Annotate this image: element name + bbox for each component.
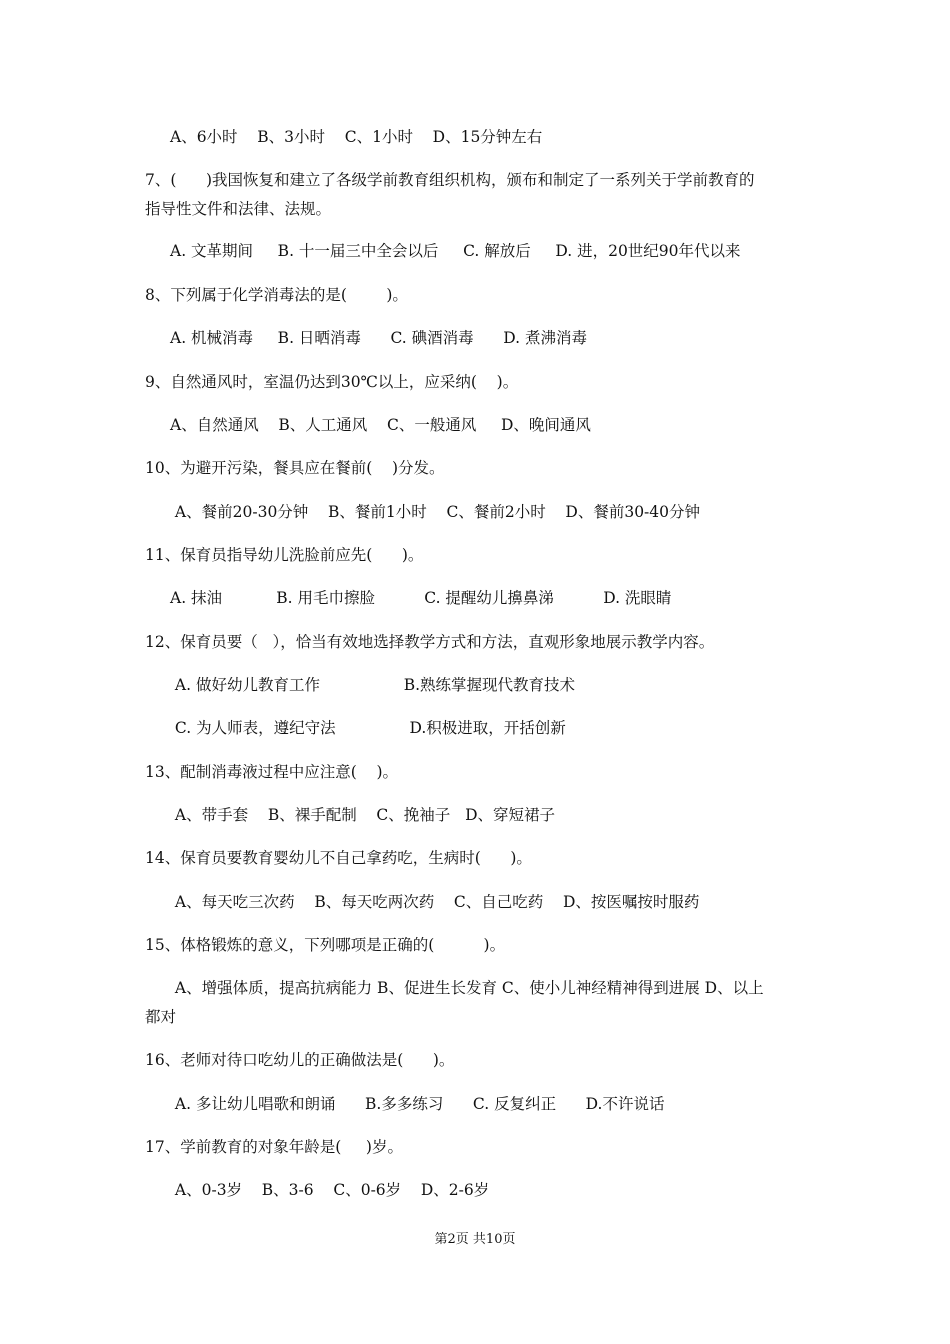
question-continuation: 都对: [145, 1008, 177, 1026]
answer-options: C. 为人师表，遵纪守法 D.积极进取，开括创新: [170, 719, 566, 737]
question-text: 12、保育员要（ ），恰当有效地选择教学方式和方法，直观形象地展示教学内容。: [145, 633, 715, 651]
answer-options: A. 文革期间 B. 十一届三中全会以后 C. 解放后 D. 进，20世纪90年代以来: [170, 242, 741, 260]
answer-options: A、6小时 B、3小时 C、1小时 D、15分钟左右: [170, 128, 543, 146]
answer-options: A. 多让幼儿唱歌和朗诵 B.多多练习 C. 反复纠正 D.不许说话: [170, 1095, 665, 1113]
answer-options: A. 机械消毒 B. 日晒消毒 C. 碘酒消毒 D. 煮沸消毒: [170, 329, 587, 347]
answer-options: A、带手套 B、裸手配制 C、挽袖子 D、穿短裙子: [170, 806, 555, 824]
answer-options: A、0-3岁 B、3-6 C、0-6岁 D、2-6岁: [170, 1181, 490, 1199]
question-text: 15、体格锻炼的意义，下列哪项是正确的( )。: [145, 936, 506, 954]
answer-options: A. 抹油 B. 用毛巾擦脸 C. 提醒幼儿擤鼻涕 D. 洗眼睛: [170, 589, 672, 607]
question-text: 10、为避开污染，餐具应在餐前( )分发。: [145, 459, 445, 477]
page-footer: 第2页 共10页: [434, 1232, 516, 1247]
question-text: 8、下列属于化学消毒法的是( )。: [145, 286, 408, 304]
answer-options: A、自然通风 B、人工通风 C、一般通风 D、晚间通风: [170, 416, 591, 434]
question-text: 7、( )我国恢复和建立了各级学前教育组织机构，颁布和制定了一系列关于学前教育的: [145, 171, 755, 189]
question-text: 16、老师对待口吃幼儿的正确做法是( )。: [145, 1051, 455, 1069]
question-text: 17、学前教育的对象年龄是( )岁。: [145, 1138, 403, 1156]
question-continuation: 指导性文件和法律、法规。: [145, 200, 332, 218]
answer-options: A、餐前20-30分钟 B、餐前1小时 C、餐前2小时 D、餐前30-40分钟: [170, 503, 701, 521]
answer-options: A. 做好幼儿教育工作 B.熟练掌握现代教育技术: [170, 676, 576, 694]
question-text: 14、保育员要教育婴幼儿不自己拿药吃，生病时( )。: [145, 849, 532, 867]
answer-options: A、每天吃三次药 B、每天吃两次药 C、自己吃药 D、按医嘱按时服药: [170, 893, 700, 911]
question-text: 13、配制消毒液过程中应注意( )。: [145, 763, 399, 781]
question-text: 9、自然通风时，室温仍达到30℃以上，应采纳( )。: [145, 373, 519, 391]
answer-options: A、增强体质，提高抗病能力 B、促进生长发育 C、使小儿神经精神得到进展 D、以上: [170, 979, 764, 997]
question-text: 11、保育员指导幼儿洗脸前应先( )。: [145, 546, 424, 564]
